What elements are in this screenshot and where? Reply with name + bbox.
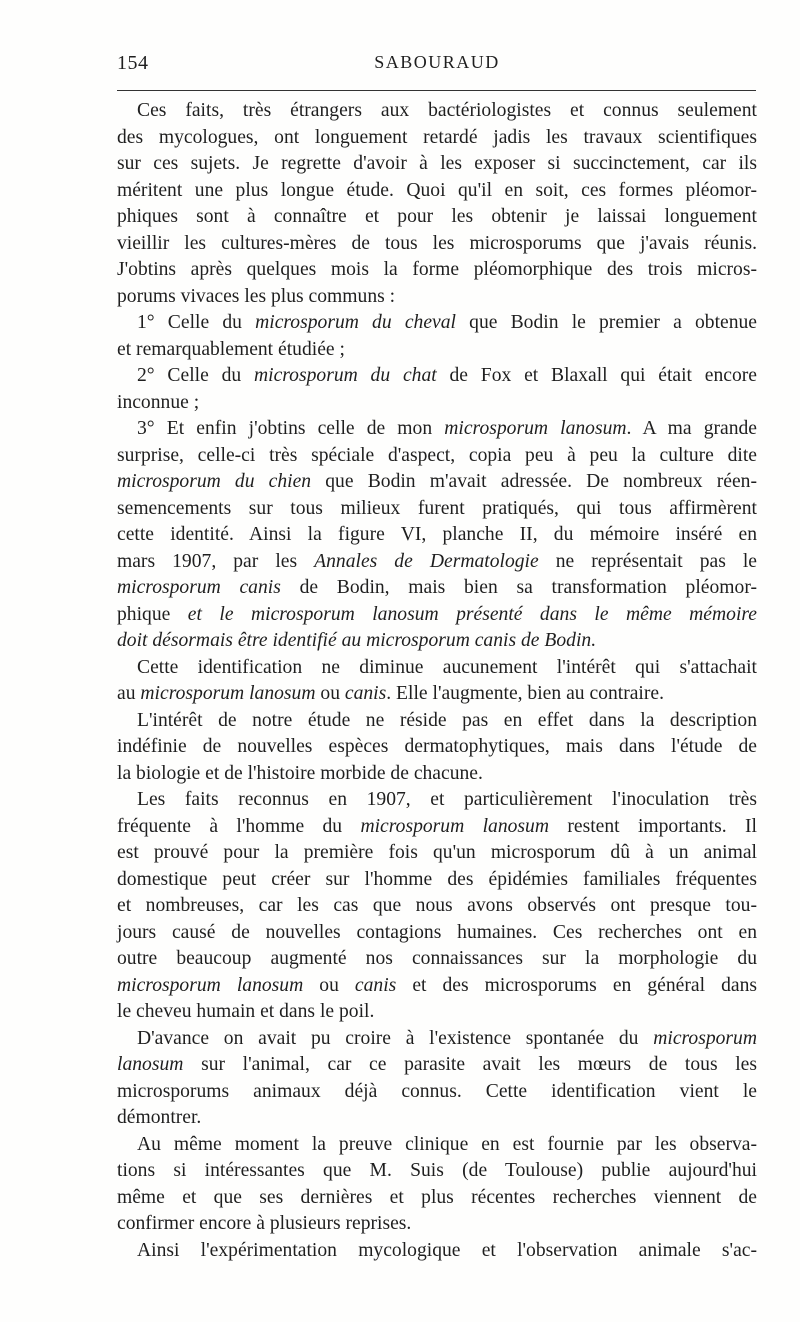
text-line — [117, 496, 757, 523]
text-line — [117, 337, 757, 364]
italic-term: canis — [354, 974, 397, 996]
text-line — [117, 443, 757, 470]
text-line — [117, 787, 757, 814]
text-segment: . Elle l'augmente, bien au contraire. — [386, 683, 664, 704]
italic-term: lanosum — [117, 1054, 184, 1075]
text-segment: Ces faits, très étrangers aux bactériologistes et connus seulement — [137, 100, 757, 121]
italic-term: microsporum lanosum — [360, 815, 549, 837]
text-line — [117, 522, 757, 549]
text-segment: tions si intéressantes que M. Suis (de Toulouse) publie aujourd'hui — [117, 1160, 757, 1181]
text-segment: phique — [117, 603, 188, 625]
text-segment: D'avance on avait pu croire à l'existence spontanée du — [137, 1027, 654, 1049]
text-segment: la biologie et de l'histoire morbide de chacune. — [117, 762, 483, 784]
text-segment: démontrer. — [117, 1107, 202, 1128]
text-segment: ou — [315, 683, 345, 704]
text-segment: domestique peut créer sur l'homme des épidémies familiales fréquentes — [117, 868, 757, 890]
text-segment: 2° Celle du — [137, 365, 254, 386]
text-line — [117, 814, 757, 841]
text-segment: ne représentait pas le — [538, 550, 757, 572]
text-segment: de Bodin, mais bien sa transformation pléomor- — [280, 577, 757, 598]
text-line — [117, 628, 757, 655]
text-line — [117, 151, 757, 178]
text-segment: L'intérêt de notre étude ne réside pas en effet dans la description — [137, 709, 757, 731]
text-line — [117, 1026, 757, 1053]
text-segment: Les faits reconnus en 1907, et particulièrement l'inoculation très — [137, 789, 757, 810]
text-segment: J'obtins après quelques mois la forme pléomorphique des trois micros- — [117, 259, 757, 280]
italic-term: Annales de Dermatologie — [314, 550, 539, 572]
running-title: SABOURAUD — [374, 52, 500, 72]
text-segment: que Bodin m'avait adressée. De nombreux réen- — [311, 471, 757, 492]
text-segment: surprise, celle-ci très spéciale d'aspect, copia peu à peu la culture dite — [117, 444, 757, 466]
text-line — [117, 1052, 757, 1079]
text-line — [117, 708, 757, 735]
text-segment: fréquente à l'homme du — [117, 815, 361, 837]
text-line — [117, 416, 757, 443]
text-segment: porums vivaces les plus communs : — [117, 285, 396, 307]
page-number: 154 — [117, 52, 149, 74]
text-segment: vieillir les cultures-mères de tous les microsporums que j'avais réunis. — [117, 232, 757, 254]
text-line — [117, 1158, 757, 1185]
text-segment: cette identité. Ainsi la figure VI, planche II, du mémoire inséré en — [117, 524, 757, 545]
text-segment: 1° Celle du — [137, 312, 256, 333]
text-segment: et remarquablement étudiée ; — [117, 338, 345, 360]
text-line — [117, 363, 757, 390]
italic-term: microsporum lanosum — [117, 974, 304, 996]
text-segment: sur l'animal, car ce parasite avait les mœurs de tous les — [183, 1054, 757, 1075]
italic-term: microsporum du chien — [117, 471, 312, 492]
text-segment: jours causé de nouvelles contagions humaines. Ces recherches ont en — [117, 921, 757, 943]
text-segment: restent importants. Il — [549, 815, 757, 837]
text-segment: mars 1907, par les — [117, 550, 315, 572]
text-line — [117, 973, 757, 1000]
text-line — [117, 840, 757, 867]
text-line — [117, 734, 757, 761]
text-segment: que Bodin le premier a obtenue — [455, 312, 758, 333]
text-line — [117, 867, 757, 894]
text-line — [117, 310, 757, 337]
text-line — [117, 1132, 757, 1159]
text-segment: le cheveu humain et dans le poil. — [117, 1001, 375, 1022]
italic-term: microsporum — [653, 1027, 757, 1049]
text-line — [117, 125, 757, 152]
text-segment: et nombreuses, car les cas que nous avons observés ont presque tou- — [117, 895, 757, 916]
text-segment: phiques sont à connaître et pour les obtenir je laissai longuement — [117, 206, 757, 227]
text-segment: 3° Et enfin j'obtins celle de mon — [137, 418, 445, 439]
text-segment: microsporums animaux déjà connus. Cette identification vient le — [117, 1080, 757, 1102]
text-line — [117, 602, 757, 629]
text-line — [117, 284, 757, 311]
text-line — [117, 1079, 757, 1106]
text-line — [117, 390, 757, 417]
text-segment: indéfinie de nouvelles espèces dermatophytiques, mais dans l'étude de — [117, 736, 757, 757]
italic-term: microsporum lanosum — [140, 683, 316, 704]
text-line — [117, 761, 757, 788]
text-segment: semencements sur tous milieux furent pratiqués, qui tous affirmèrent — [117, 497, 757, 519]
text-segment: inconnue ; — [117, 391, 200, 413]
text-segment: des mycologues, ont longuement retardé jadis les travaux scientifiques — [117, 126, 757, 148]
text-line — [117, 257, 757, 284]
text-segment: confirmer encore à plusieurs reprises. — [117, 1213, 412, 1234]
text-line — [117, 469, 757, 496]
text-segment: de Fox et Blaxall qui était encore — [436, 365, 757, 386]
text-line — [117, 1105, 757, 1132]
body-text — [117, 98, 757, 1264]
italic-term: canis — [344, 683, 387, 704]
text-segment: et des microsporums en général dans — [396, 974, 757, 996]
text-segment: . A ma grande — [626, 418, 758, 439]
italic-term: microsporum canis — [117, 577, 281, 598]
italic-term: microsporum lanosum — [444, 418, 627, 439]
text-segment: est prouvé pour la première fois qu'un microsporum dû à un animal — [117, 842, 757, 863]
text-line — [117, 1238, 757, 1265]
text-segment: méritent une plus longue étude. Quoi qu'il en soit, ces formes pléomor- — [117, 179, 757, 201]
text-line — [117, 920, 757, 947]
text-segment: sur ces sujets. Je regrette d'avoir à les exposer si succinctement, car ils — [117, 153, 757, 174]
text-segment: Cette identification ne diminue aucunement l'intérêt qui s'attachait — [137, 656, 757, 678]
text-line — [117, 893, 757, 920]
text-line — [117, 98, 757, 125]
page-header — [117, 52, 757, 82]
text-line — [117, 946, 757, 973]
text-segment: Ainsi l'expérimentation mycologique et l'observation animale s'ac- — [137, 1239, 757, 1261]
text-line — [117, 231, 757, 258]
text-line — [117, 549, 757, 576]
text-segment: outre beaucoup augmenté nos connaissances sur la morphologie du — [117, 948, 757, 969]
text-segment: même et que ses dernières et plus récentes recherches viennent de — [117, 1186, 757, 1208]
text-line — [117, 575, 757, 602]
text-line — [117, 178, 757, 205]
italic-term: microsporum du chat — [253, 365, 437, 386]
header-rule — [117, 90, 756, 91]
italic-term: et le microsporum lanosum présenté dans le même mémoire — [187, 603, 757, 625]
text-line — [117, 655, 757, 682]
text-line — [117, 1211, 757, 1238]
italic-term: doit désormais être identifié au microsporum canis de Bodin. — [117, 630, 597, 651]
text-segment: Au même moment la preuve clinique en est fournie par les observa- — [137, 1133, 757, 1155]
text-segment: ou — [303, 974, 355, 996]
text-line — [117, 999, 757, 1026]
text-line — [117, 1185, 757, 1212]
italic-term: microsporum du cheval — [255, 312, 456, 333]
text-segment: au — [117, 683, 141, 704]
text-line — [117, 681, 757, 708]
text-line — [117, 204, 757, 231]
